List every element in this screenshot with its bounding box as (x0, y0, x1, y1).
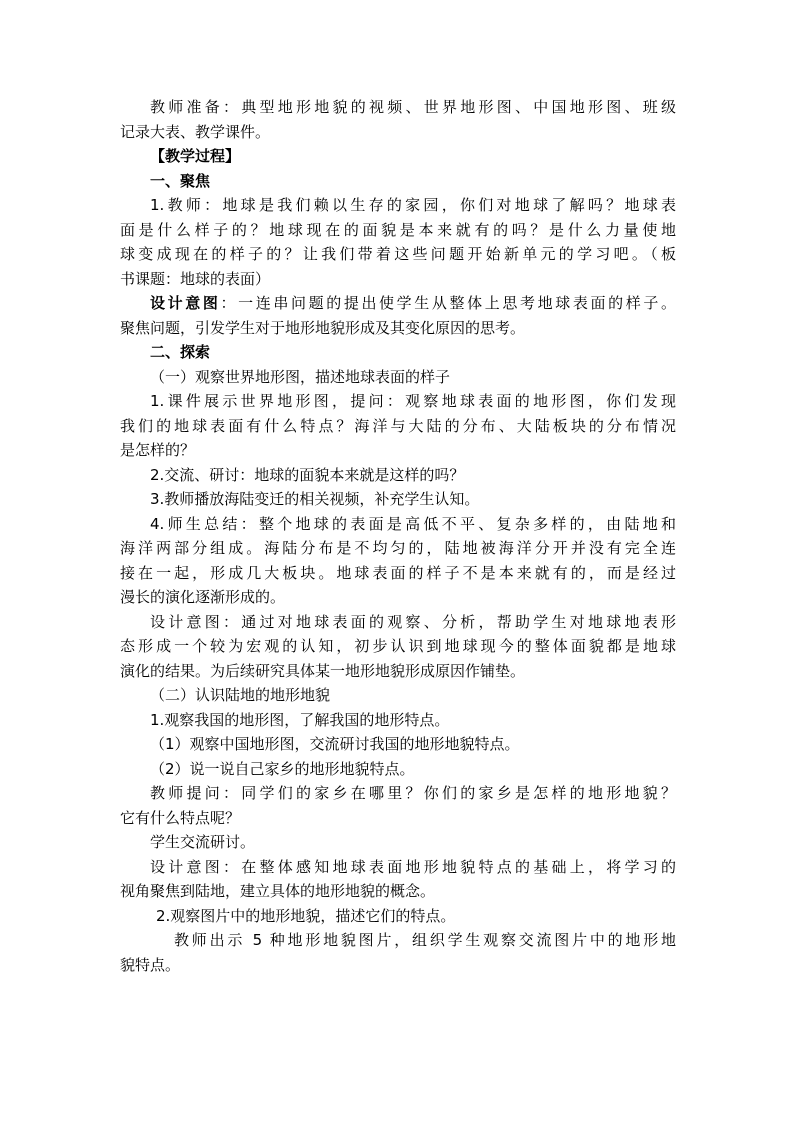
text-line: 是怎样的？ (120, 441, 196, 459)
text-line: 视角聚焦到陆地，建立具体的地形地貌的概念。 (120, 882, 436, 900)
text-line: 二、探索 (150, 343, 211, 361)
text-line: 聚焦问题，引发学生对于地形地貌形成及其变化原因的思考。 (120, 318, 526, 337)
text-line: 1.观察我国的地形图，了解我国的地形特点。 (150, 710, 450, 729)
document-page (120, 95, 676, 977)
text-line: 2.观察图片中的地形地貌，描述它们的特点。 (156, 906, 456, 925)
text-line: 我们的地球表面有什么特点？海洋与大陆的分布、大陆板块的分布情况 (120, 416, 676, 435)
text-line: （二）认识陆地的地形地貌 (150, 686, 331, 704)
text-line: 1.课件展示世界地形图，提问：观察地球表面的地形图，你们发现 (150, 392, 676, 410)
text-line: 4.师生总结：整个地球的表面是高低不平、复杂多样的，由陆地和 (150, 514, 676, 533)
text-line: 1.教师：地球是我们赖以生存的家园，你们对地球了解吗？地球表 (150, 196, 676, 214)
text-line: 演化的结果。为后续研究具体某一地形地貌形成原因作铺垫。 (120, 661, 526, 680)
text-line: 设计意图：在整体感知地球表面地形地貌特点的基础上，将学习的 (150, 857, 676, 876)
text-line: 它有什么特点呢？ (120, 808, 241, 827)
text-line: 设计意图：通过对地球表面的观察、分析，帮助学生对地球地表形 (150, 612, 676, 631)
text-line: 海洋两部分组成。海陆分布是不均匀的，陆地被海洋分开并没有完全连 (120, 539, 676, 557)
text-line: 貌特点。 (120, 955, 181, 974)
text-line: 记录大表、教学课件。 (120, 122, 271, 141)
text-line: 教师出示 5 种地形地貌图片，组织学生观察交流图片中的地形地 (174, 931, 676, 949)
text-line: 球变成现在的样子的？让我们带着这些问题开始新单元的学习吧。（板 (120, 245, 676, 263)
text-line: （2）说一说自己家乡的地形地貌特点。 (150, 759, 415, 778)
text-line: （一）观察世界地形图，描述地球表面的样子 (150, 367, 451, 386)
text-line: 3.教师播放海陆变迁的相关视频，补充学生认知。 (150, 490, 480, 508)
text-line: 态形成一个较为宏观的认知，初步认识到地球现今的整体面貌都是地球 (120, 637, 676, 655)
text-line: 【教学过程】 (150, 147, 241, 165)
text-line: 漫长的演化逐渐形成的。 (120, 588, 286, 606)
text-line: 学生交流研讨。 (150, 833, 256, 851)
text-line: 一、聚焦 (150, 171, 211, 190)
text-line: 2.交流、研讨：地球的面貌本来就是这样的吗？ (150, 465, 465, 484)
text-line: 设计意图：一连串问题的提出使学生从整体上思考地球表面的样子。 (150, 294, 676, 312)
bold-label: 设计意图 (150, 294, 221, 312)
text-line: 教师准备：典型地形地貌的视频、世界地形图、中国地形图、班级 (150, 98, 676, 116)
text-line: 面是什么样子的？地球现在的面貌是本来就有的吗？是什么力量使地 (120, 220, 676, 239)
text-line: 书课题：地球的表面） (120, 269, 271, 288)
text-line: 教师提问：同学们的家乡在哪里？你们的家乡是怎样的地形地貌？ (150, 784, 676, 802)
text-line: （1）观察中国地形图，交流研讨我国的地形地貌特点。 (150, 735, 520, 753)
text-line: 接在一起，形成几大板块。地球表面的样子不是本来就有的，而是经过 (120, 563, 676, 582)
